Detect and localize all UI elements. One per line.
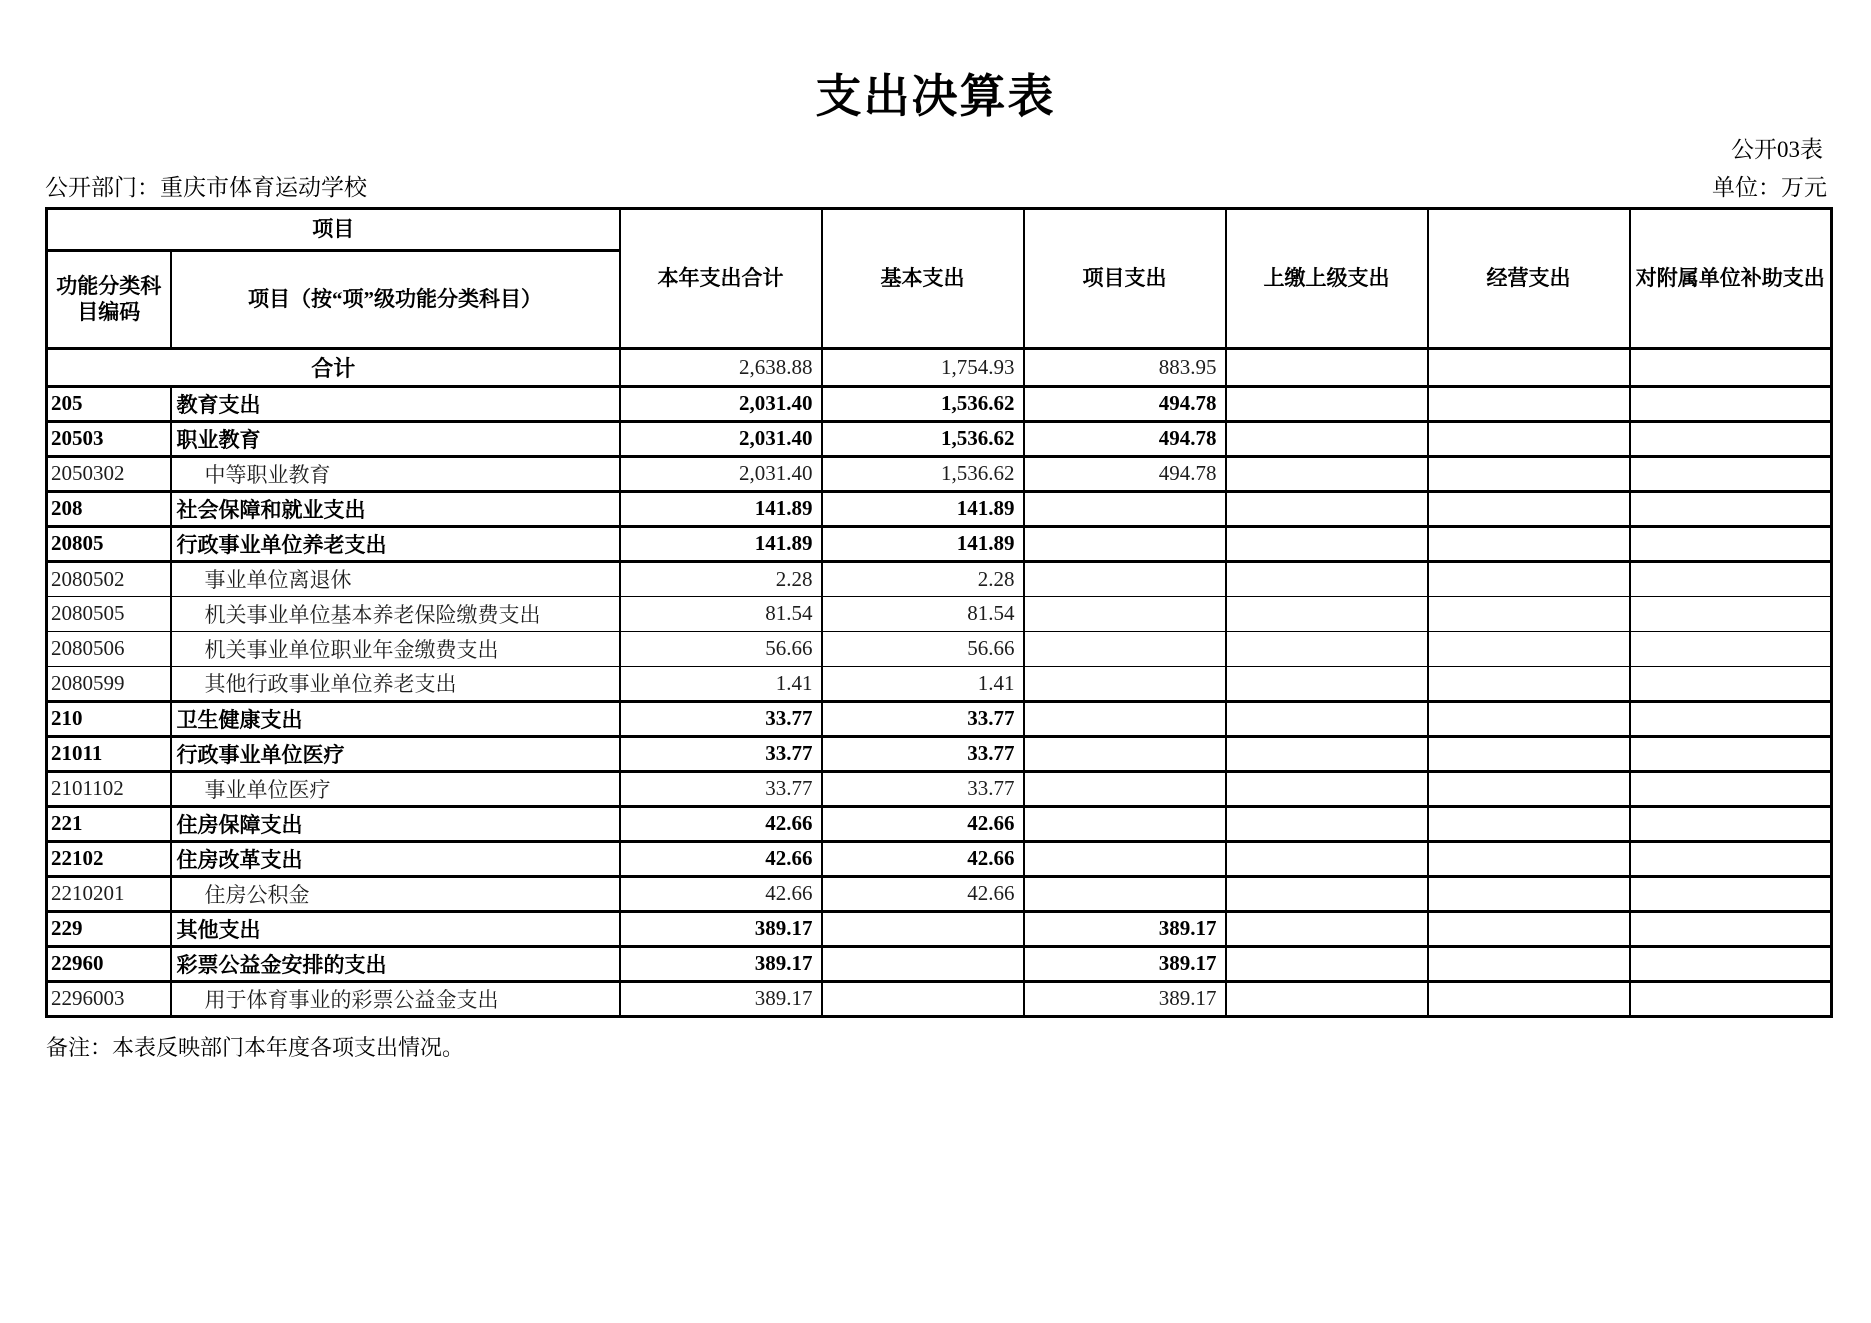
row-upper-value	[1226, 561, 1428, 596]
row-upper-value	[1226, 456, 1428, 491]
total-row-upper	[1226, 348, 1428, 386]
table-row	[47, 841, 1832, 876]
row-operating-value	[1428, 561, 1630, 596]
table-row	[47, 876, 1832, 911]
header-item-group: 项目	[47, 208, 620, 250]
row-subsidy-value	[1630, 491, 1832, 526]
header-basic: 基本支出	[822, 208, 1024, 348]
row-subsidy-value	[1630, 561, 1832, 596]
row-item-name: 机关事业单位基本养老保险缴费支出	[171, 596, 620, 631]
row-total-value: 2.28	[620, 561, 822, 596]
department-label: 公开部门：重庆市体育运动学校	[45, 174, 367, 200]
table-row	[47, 491, 1832, 526]
row-basic-value: 141.89	[822, 491, 1024, 526]
row-item-name: 中等职业教育	[171, 456, 620, 491]
row-upper-value	[1226, 386, 1428, 421]
row-upper-value	[1226, 736, 1428, 771]
row-operating-value	[1428, 526, 1630, 561]
row-basic-value: 33.77	[822, 736, 1024, 771]
row-code: 21011	[47, 736, 171, 771]
footnote: 备注：本表反映部门本年度各项支出情况。	[46, 1034, 465, 1060]
row-operating-value	[1428, 596, 1630, 631]
row-code: 20503	[47, 421, 171, 456]
row-upper-value	[1226, 806, 1428, 841]
unit-label: 单位：万元	[1712, 174, 1827, 200]
row-item-name: 其他行政事业单位养老支出	[171, 666, 620, 701]
row-total-value: 141.89	[620, 526, 822, 561]
header-code: 功能分类科目编码	[47, 250, 171, 348]
table-code-label: 公开03表	[1731, 136, 1823, 162]
header-item: 项目（按“项”级功能分类科目）	[171, 250, 620, 348]
table-row	[47, 806, 1832, 841]
row-item-name: 行政事业单位医疗	[171, 736, 620, 771]
row-subsidy-value	[1630, 806, 1832, 841]
row-project-value	[1024, 701, 1226, 736]
row-item-name: 其他支出	[171, 911, 620, 946]
row-item-name: 住房公积金	[171, 876, 620, 911]
total-row-basic: 1,754.93	[822, 348, 1024, 386]
meta-row	[45, 169, 1827, 202]
row-operating-value	[1428, 736, 1630, 771]
row-item-name: 行政事业单位养老支出	[171, 526, 620, 561]
row-item-name: 机关事业单位职业年金缴费支出	[171, 631, 620, 666]
row-code: 2050302	[47, 456, 171, 491]
row-total-value: 2,031.40	[620, 386, 822, 421]
row-operating-value	[1428, 666, 1630, 701]
row-basic-value	[822, 911, 1024, 946]
row-project-value: 494.78	[1024, 456, 1226, 491]
row-operating-value	[1428, 876, 1630, 911]
row-project-value	[1024, 526, 1226, 561]
row-basic-value: 1.41	[822, 666, 1024, 701]
row-total-value: 2,031.40	[620, 456, 822, 491]
row-item-name: 事业单位医疗	[171, 771, 620, 806]
row-project-value	[1024, 631, 1226, 666]
row-total-value: 33.77	[620, 771, 822, 806]
row-operating-value	[1428, 386, 1630, 421]
row-item-name: 社会保障和就业支出	[171, 491, 620, 526]
total-row-operating	[1428, 348, 1630, 386]
total-row-project: 883.95	[1024, 348, 1226, 386]
row-upper-value	[1226, 631, 1428, 666]
row-upper-value	[1226, 491, 1428, 526]
expenditure-table	[45, 207, 1833, 1018]
row-item-name: 用于体育事业的彩票公益金支出	[171, 981, 620, 1016]
row-basic-value: 141.89	[822, 526, 1024, 561]
row-basic-value: 42.66	[822, 876, 1024, 911]
row-subsidy-value	[1630, 666, 1832, 701]
row-subsidy-value	[1630, 911, 1832, 946]
row-subsidy-value	[1630, 526, 1832, 561]
table-row	[47, 771, 1832, 806]
row-project-value: 389.17	[1024, 911, 1226, 946]
row-operating-value	[1428, 981, 1630, 1016]
row-code: 2080502	[47, 561, 171, 596]
table-row	[47, 631, 1832, 666]
row-code: 229	[47, 911, 171, 946]
row-total-value: 389.17	[620, 911, 822, 946]
row-project-value	[1024, 806, 1226, 841]
row-project-value: 494.78	[1024, 386, 1226, 421]
row-item-name: 事业单位离退休	[171, 561, 620, 596]
row-operating-value	[1428, 946, 1630, 981]
row-total-value: 42.66	[620, 806, 822, 841]
table-row	[47, 981, 1832, 1016]
row-basic-value: 56.66	[822, 631, 1024, 666]
table-row	[47, 911, 1832, 946]
header-total: 本年支出合计	[620, 208, 822, 348]
row-subsidy-value	[1630, 386, 1832, 421]
row-code: 2210201	[47, 876, 171, 911]
row-total-value: 1.41	[620, 666, 822, 701]
row-project-value	[1024, 491, 1226, 526]
row-basic-value: 81.54	[822, 596, 1024, 631]
row-basic-value: 33.77	[822, 701, 1024, 736]
row-upper-value	[1226, 771, 1428, 806]
row-operating-value	[1428, 421, 1630, 456]
row-project-value: 389.17	[1024, 981, 1226, 1016]
row-project-value: 389.17	[1024, 946, 1226, 981]
row-upper-value	[1226, 526, 1428, 561]
row-total-value: 56.66	[620, 631, 822, 666]
row-code: 221	[47, 806, 171, 841]
header-subsidy: 对附属单位补助支出	[1630, 208, 1832, 348]
row-operating-value	[1428, 806, 1630, 841]
row-total-value: 33.77	[620, 701, 822, 736]
row-subsidy-value	[1630, 841, 1832, 876]
row-item-name: 职业教育	[171, 421, 620, 456]
header-upper: 上缴上级支出	[1226, 208, 1428, 348]
table-row	[47, 736, 1832, 771]
row-code: 22102	[47, 841, 171, 876]
row-total-value: 42.66	[620, 876, 822, 911]
table-row	[47, 561, 1832, 596]
table-row	[47, 946, 1832, 981]
row-code: 22960	[47, 946, 171, 981]
table-row	[47, 701, 1832, 736]
row-upper-value	[1226, 876, 1428, 911]
row-total-value: 2,031.40	[620, 421, 822, 456]
table-row	[47, 421, 1832, 456]
row-upper-value	[1226, 911, 1428, 946]
row-code: 210	[47, 701, 171, 736]
row-code: 208	[47, 491, 171, 526]
row-subsidy-value	[1630, 946, 1832, 981]
row-total-value: 42.66	[620, 841, 822, 876]
row-item-name: 卫生健康支出	[171, 701, 620, 736]
row-code: 2101102	[47, 771, 171, 806]
row-project-value	[1024, 771, 1226, 806]
row-upper-value	[1226, 666, 1428, 701]
row-item-name: 教育支出	[171, 386, 620, 421]
row-basic-value	[822, 946, 1024, 981]
table-body	[47, 348, 1832, 1016]
row-subsidy-value	[1630, 596, 1832, 631]
row-code: 205	[47, 386, 171, 421]
row-basic-value: 1,536.62	[822, 386, 1024, 421]
row-code: 2080506	[47, 631, 171, 666]
row-upper-value	[1226, 841, 1428, 876]
row-basic-value: 42.66	[822, 806, 1024, 841]
row-code: 2296003	[47, 981, 171, 1016]
row-project-value	[1024, 596, 1226, 631]
row-operating-value	[1428, 911, 1630, 946]
row-basic-value: 1,536.62	[822, 421, 1024, 456]
row-project-value	[1024, 561, 1226, 596]
row-total-value: 389.17	[620, 981, 822, 1016]
row-subsidy-value	[1630, 736, 1832, 771]
row-basic-value	[822, 981, 1024, 1016]
table-row	[47, 666, 1832, 701]
row-basic-value: 2.28	[822, 561, 1024, 596]
row-operating-value	[1428, 771, 1630, 806]
row-subsidy-value	[1630, 456, 1832, 491]
row-subsidy-value	[1630, 701, 1832, 736]
row-upper-value	[1226, 596, 1428, 631]
row-total-value: 81.54	[620, 596, 822, 631]
header-project: 项目支出	[1024, 208, 1226, 348]
row-item-name: 住房改革支出	[171, 841, 620, 876]
row-operating-value	[1428, 631, 1630, 666]
total-row	[47, 348, 1832, 386]
row-basic-value: 42.66	[822, 841, 1024, 876]
row-project-value	[1024, 736, 1226, 771]
table-row	[47, 526, 1832, 561]
page-title: 支出决算表	[815, 71, 1056, 122]
row-item-name: 住房保障支出	[171, 806, 620, 841]
total-row-label: 合计	[47, 348, 620, 386]
row-subsidy-value	[1630, 771, 1832, 806]
total-row-total: 2,638.88	[620, 348, 822, 386]
row-total-value: 389.17	[620, 946, 822, 981]
table-row	[47, 456, 1832, 491]
row-total-value: 141.89	[620, 491, 822, 526]
row-subsidy-value	[1630, 876, 1832, 911]
row-project-value: 494.78	[1024, 421, 1226, 456]
row-subsidy-value	[1630, 421, 1832, 456]
row-subsidy-value	[1630, 981, 1832, 1016]
row-upper-value	[1226, 421, 1428, 456]
row-code: 20805	[47, 526, 171, 561]
row-code: 2080505	[47, 596, 171, 631]
total-row-subsidy	[1630, 348, 1832, 386]
row-subsidy-value	[1630, 631, 1832, 666]
row-operating-value	[1428, 456, 1630, 491]
table-header	[47, 208, 1832, 348]
row-upper-value	[1226, 946, 1428, 981]
row-code: 2080599	[47, 666, 171, 701]
header-operating: 经营支出	[1428, 208, 1630, 348]
row-project-value	[1024, 666, 1226, 701]
row-project-value	[1024, 876, 1226, 911]
row-project-value	[1024, 841, 1226, 876]
table-row	[47, 596, 1832, 631]
row-item-name: 彩票公益金安排的支出	[171, 946, 620, 981]
row-operating-value	[1428, 841, 1630, 876]
row-operating-value	[1428, 491, 1630, 526]
row-basic-value: 33.77	[822, 771, 1024, 806]
row-upper-value	[1226, 981, 1428, 1016]
row-operating-value	[1428, 701, 1630, 736]
row-upper-value	[1226, 701, 1428, 736]
row-total-value: 33.77	[620, 736, 822, 771]
row-basic-value: 1,536.62	[822, 456, 1024, 491]
table-row	[47, 386, 1832, 421]
